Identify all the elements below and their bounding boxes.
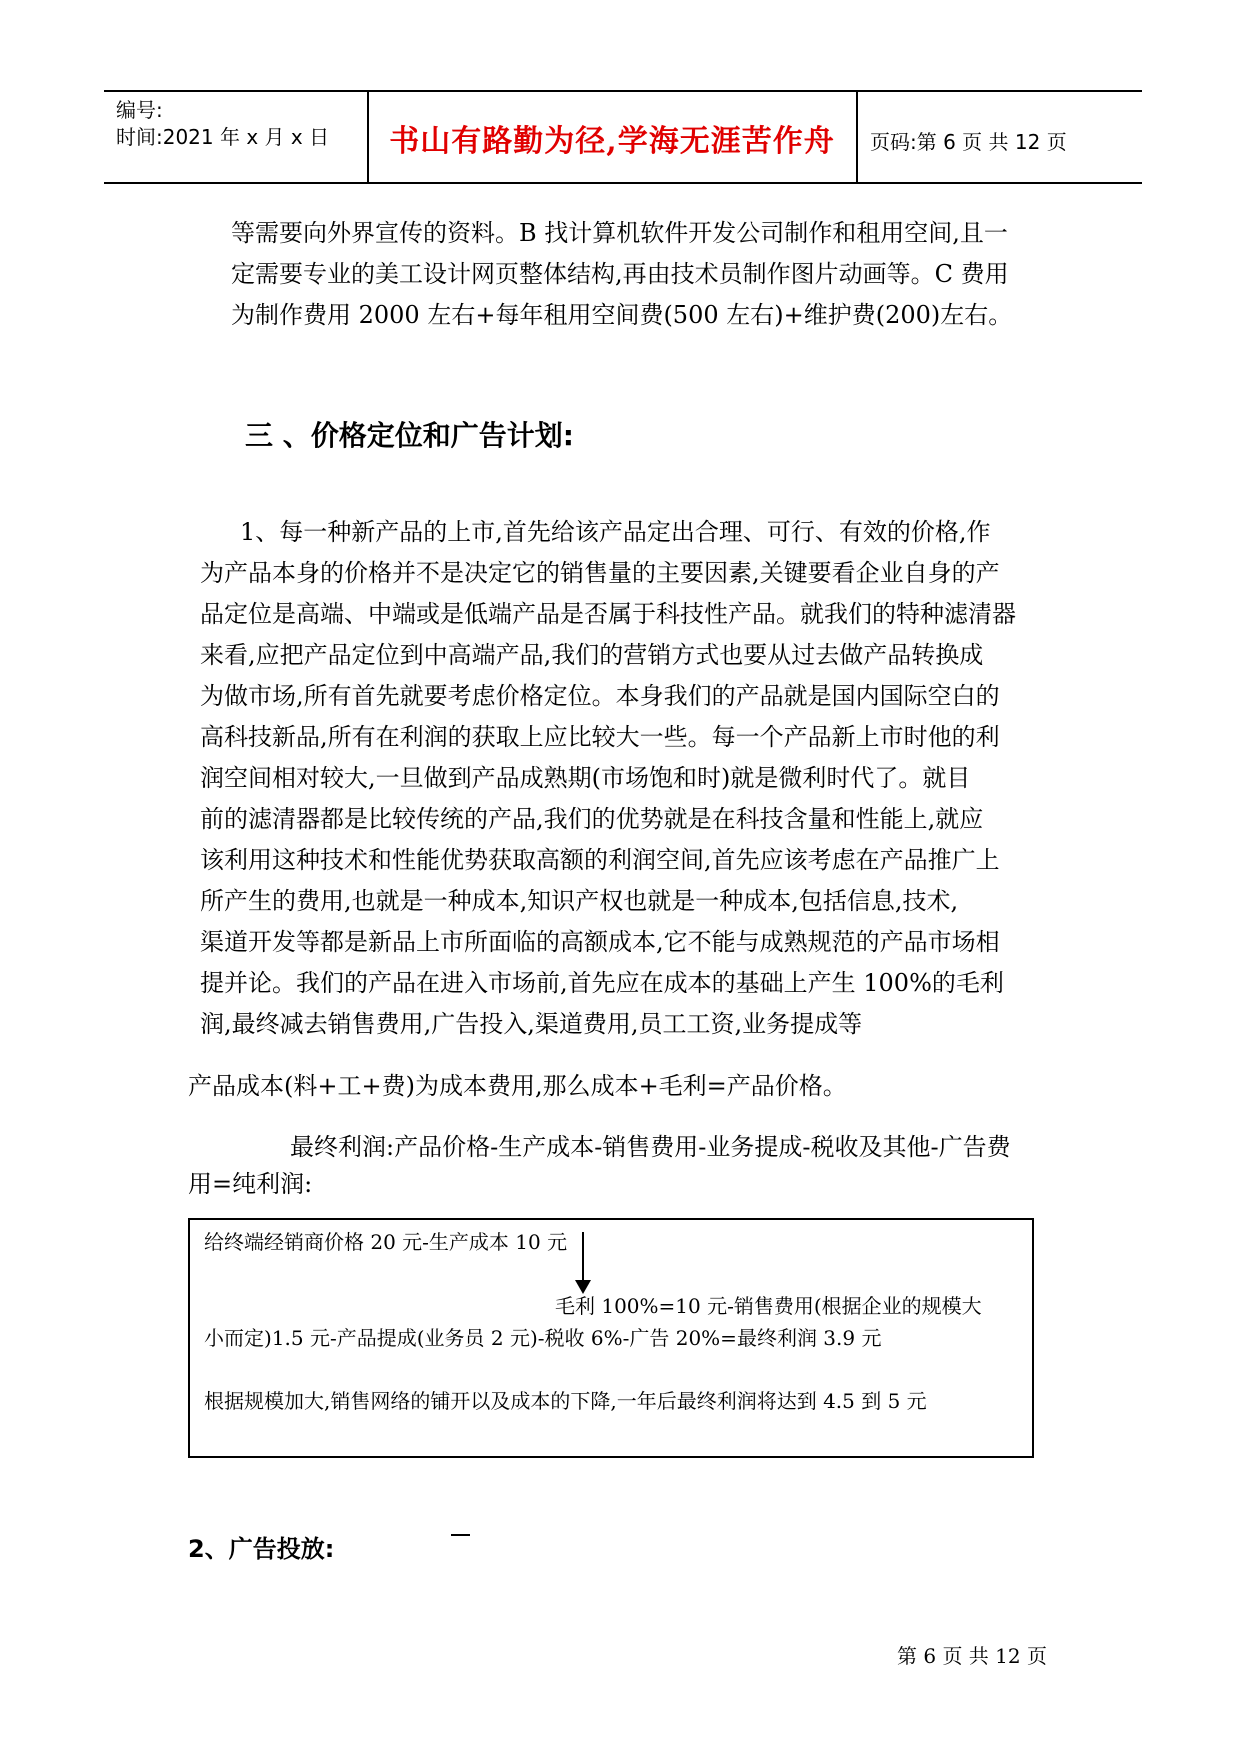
box-line-4: 根据规模加大,销售网络的铺开以及成本的下降,一年后最终利润将达到 4.5 到 5 元 — [204, 1389, 927, 1413]
intro-line-2: 定需要专业的美工设计网页整体结构,再由技术员制作图片动画等。C 费用 — [231, 260, 1009, 288]
main-line-12: 提并论。我们的产品在进入市场前,首先应在成本的基础上产生 100%的毛利 — [200, 969, 1004, 997]
main-line-10: 所产生的费用,也就是一种成本,知识产权也就是一种成本,包括信息,技术, — [200, 887, 959, 915]
header-top-rule — [104, 90, 1142, 92]
page-footer: 第 6 页 共 12 页 — [897, 1644, 1047, 1668]
intro-line-1: 等需要向外界宣传的资料。B 找计算机软件开发公司制作和租用空间,且一 — [231, 219, 1008, 247]
main-line-3: 品定位是高端、中端或是低端产品是否属于科技性产品。就我们的特种滤清器 — [200, 600, 1016, 628]
header-number-label: 编号: — [116, 98, 163, 122]
header-bottom-rule — [104, 182, 1142, 184]
intro-line-3: 为制作费用 2000 左右+每年租用空间费(500 左右)+维护费(200)左右。 — [231, 301, 1013, 329]
main-line-2: 为产品本身的价格并不是决定它的销售量的主要因素,关键要看企业自身的产 — [200, 559, 1000, 587]
section-heading: 三 、价格定位和广告计划: — [245, 419, 574, 452]
main-line-7: 润空间相对较大,一旦做到产品成熟期(市场饱和时)就是微利时代了。就目 — [200, 764, 971, 792]
main-line-5: 为做市场,所有首先就要考虑价格定位。本身我们的产品就是国内国际空白的 — [200, 682, 1000, 710]
box-line-3: 小而定)1.5 元-产品提成(业务员 2 元)-税收 6%-广告 20%=最终利润 3.9 元 — [204, 1326, 882, 1350]
arrow-shaft — [582, 1232, 584, 1284]
subheading-ad-placement: 2、广告投放: — [188, 1535, 335, 1563]
main-line-8: 前的滤清器都是比较传统的产品,我们的优势就是在科技含量和性能上,就应 — [200, 805, 984, 833]
box-line-2: 毛利 100%=10 元-销售费用(根据企业的规模大 — [555, 1294, 982, 1318]
main-line-1: 1、每一种新产品的上市,首先给该产品定出合理、可行、有效的价格,作 — [240, 518, 991, 546]
main-line-9: 该利用这种技术和性能优势获取高额的利润空间,首先应该考虑在产品推广上 — [200, 846, 1000, 874]
header-divider-right — [856, 90, 858, 183]
cost-line: 产品成本(料+工+费)为成本费用,那么成本+毛利=产品价格。 — [188, 1072, 847, 1100]
profit-line-2: 用=纯利润: — [188, 1170, 313, 1198]
header-page-label: 页码:第 6 页 共 12 页 — [870, 130, 1067, 154]
dash-mark — [451, 1534, 470, 1536]
main-line-4: 来看,应把产品定位到中高端产品,我们的营销方式也要从过去做产品转换成 — [200, 641, 984, 669]
main-line-13: 润,最终减去销售费用,广告投入,渠道费用,员工工资,业务提成等 — [200, 1010, 863, 1038]
box-line-1: 给终端经销商价格 20 元-生产成本 10 元 — [204, 1230, 568, 1254]
header-time-label: 时间:2021 年 x 月 x 日 — [116, 125, 330, 149]
main-line-11: 渠道开发等都是新品上市所面临的高额成本,它不能与成熟规范的产品市场相 — [200, 928, 1000, 956]
main-line-6: 高科技新品,所有在利润的获取上应比较大一些。每一个产品新上市时他的利 — [200, 723, 1000, 751]
header-motto: 书山有路勤为径,学海无涯苦作舟 — [389, 124, 835, 159]
profit-line-1: 最终利润:产品价格-生产成本-销售费用-业务提成-税收及其他-广告费 — [290, 1133, 1011, 1161]
